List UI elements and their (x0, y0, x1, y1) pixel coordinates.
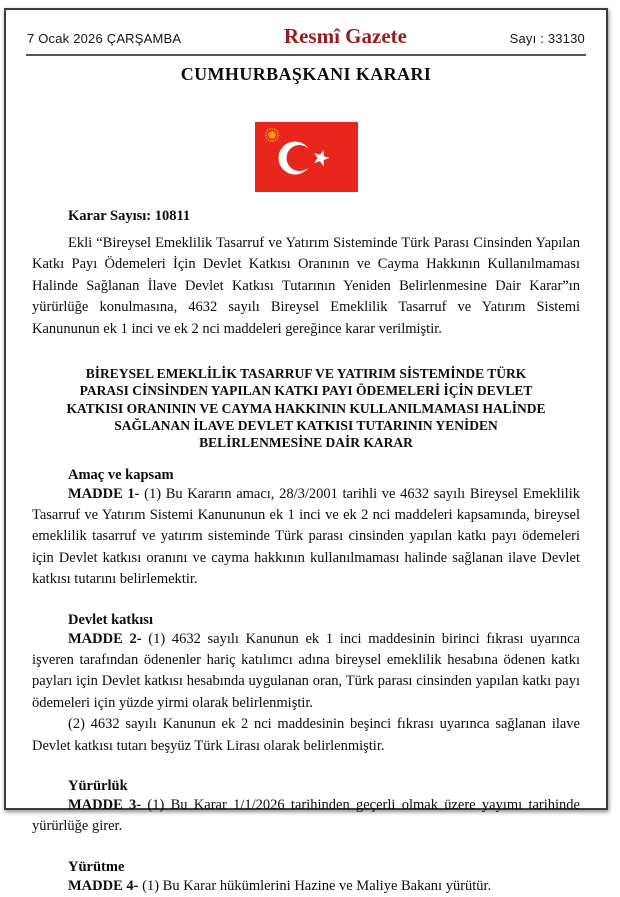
decree-title-block (41, 365, 571, 451)
decree-title-line: BELİRLENMESİNE DAİR KARAR (199, 435, 413, 451)
gazette-masthead: Resmî Gazete (283, 24, 407, 48)
gazette-date: 7 Ocak 2026 ÇARŞAMBA (27, 31, 182, 46)
article-number: MADDE 1- (68, 485, 140, 502)
section-heading: Amaç ve kapsam (68, 466, 174, 483)
article-paragraph (32, 714, 580, 757)
article-text: (1) Bu Karar 1/1/2026 tarihinden geçerli olmak üzere yayımı tarihinde yürürlüğe girer. (32, 796, 580, 835)
article-text: (1) Bu Kararın amacı, 28/3/2001 tarihli ve 4632 sayılı Bireysel Emeklilik Tasarruf ve Yatırım Sistemi Kanununun ek 1 inci ve ek 2 nci maddeleri kapsamında, bireysel emeklilik tasarruf ve yatırım sisteminde Türk parası cinsinden yapılan katkı payı ödemeleri için Devlet katkısı oranını ve cayma hakkının kullanılmaması halinde sağlanan ilave Devlet katkısı tutarını belirlemektir. (32, 485, 580, 588)
article-number: MADDE 3- (68, 796, 142, 813)
article-text: (1) 4632 sayılı Kanunun ek 1 inci maddesinin birinci fıkrası uyarınca işveren tarafından ödenenler hariç katılımcı adına bireysel emeklilik hesabına ödenen katkı payları için Devlet katkısı hesabında uygulanan oran, Türk parası cinsinden yapılan katkı payı ödemeleri için yüzde yirmi olarak belirlenmiştir. (32, 630, 580, 711)
article-paragraph (32, 876, 580, 897)
gazette-issue-number: Sayı : 33130 (509, 31, 585, 46)
decision-number: Karar Sayısı: 10811 (68, 208, 191, 224)
article-paragraph (32, 629, 580, 715)
decree-title-line: BİREYSEL EMEKLİLİK TASARRUF VE YATIRIM SİSTEMİNDE TÜRK (85, 366, 527, 382)
article-text: (1) Bu Karar hükümlerini Hazine ve Maliye Bakanı yürütür. (138, 877, 492, 894)
gazette-header (6, 10, 606, 54)
section-heading: Yürürlük (68, 777, 128, 794)
section-yururluk (32, 778, 580, 838)
section-devlet-katkisi (32, 612, 580, 757)
section-heading: Devlet katkısı (68, 611, 153, 628)
article-text: (2) 4632 sayılı Kanunun ek 2 nci maddesinin beşinci fıkrası uyarınca sağlanan ilave Devlet katkısı tutarı beşyüz Türk Lirası olarak belirlenmiştir. (32, 716, 580, 754)
decree-title-line: KATKISI ORANININ VE CAYMA HAKKININ KULLANILMAMASI HALİNDE (66, 400, 546, 416)
section-yurutme (32, 859, 580, 897)
document-title: CUMHURBAŞKANI KARARI (180, 64, 432, 84)
decree-body (32, 467, 580, 897)
flag-container (6, 122, 606, 192)
decree-title-line: PARASI CİNSİNDEN YAPILAN KATKI PAYI ÖDEMELERİ İÇİN DEVLET (79, 383, 533, 399)
article-paragraph (32, 795, 580, 838)
article-number: MADDE 2- (68, 630, 142, 647)
decree-title-line: SAĞLANAN İLAVE DEVLET KATKISI TUTARININ YENİDEN (114, 417, 498, 433)
header-divider (26, 54, 586, 56)
turkish-presidential-flag-icon (255, 122, 358, 192)
article-paragraph (32, 484, 580, 591)
section-heading: Yürütme (68, 858, 125, 875)
intro-paragraph: Ekli “Bireysel Emeklilik Tasarruf ve Yatırım Sisteminde Türk Parası Cinsinden Yapılan Katkı Payı Ödemeleri İçin Devlet Katkısı Oranının ve Cayma Hakkının Kullanılmaması Halinde Sağlanan İlave Devlet Katkısı Tutarının Yeniden Belirlenmesine Dair Karar”ın yürürlüğe konulmasına, 4632 sayılı Bireysel Emeklilik Tasarruf ve Yatırım Sistemi Kanununun ek 1 inci ve ek 2 nci maddeleri gereğince karar verilmiştir. (32, 235, 580, 337)
section-amac-ve-kapsam (32, 467, 580, 591)
article-number: MADDE 4- (68, 877, 139, 894)
gazette-page (4, 8, 608, 894)
